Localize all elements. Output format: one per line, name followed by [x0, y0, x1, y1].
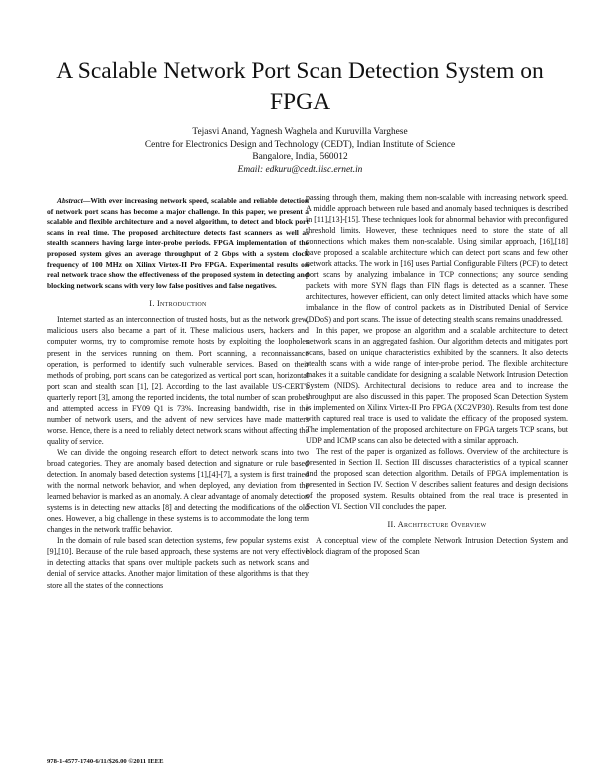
abstract — [47, 196, 309, 291]
intro-paragraph-2: We can divide the ongoing research effort to detect network scans into two broad categories. They are anomaly based detection and signature or rule based detection. In anomaly based detection systems [1],[4]-[7], a system is first trained with the normal network behavior, and when deployed, any deviation from the learned behavior is marked as an anomaly. A clear advantage of anomaly detection systems is in detecting new attacks [8] and detecting the modifications of the old ones. However, a big challenge in these systems is to accommodate the long term changes in the network traffic behavior. — [47, 447, 309, 535]
right-column — [306, 192, 568, 558]
abstract-text: —With ever increasing network speed, scalable and reliable detection of network port scans has become a major challenge. In this paper, we present a scalable and flexible architecture and a novel algorithm, to detect and block port scans in real time. The proposed architecture detects fast scanners as well as stealth scanners having large inter-probe periods. FPGA implementation of the proposed system gives an average throughput of 2 Gbps with a system clock frequency of 100 MHz on Xilinx Virtex-II Pro FPGA. Experimental results on real network trace show the effectiveness of the proposed system in detecting and blocking network scans with very low false positives and false negatives. — [47, 196, 309, 290]
title-line-1: A Scalable Network Port Scan Detection System on — [56, 58, 544, 84]
title-line-2: FPGA — [269, 89, 331, 115]
affiliation: Centre for Electronics Design and Technology (CEDT), Indian Institute of Science — [144, 139, 456, 150]
section-heading-introduction: I. Introduction — [149, 299, 207, 309]
right-paragraph-1: passing through them, making them non-scalable with increasing network speed. A middle approach between rule based and anomaly based techniques is described in [11],[13]-[15]. These techniques look for abnormal behavior with preconfigured threshold limits. However, these techniques need to store the state of all connections which makes them non-scalable. Using similar approach, [16],[18] have proposed a scalable architecture which can detect port scans and few other network attacks. The work in [16] uses Partial Configurable Filters (PCF) to detect port scans by analyzing imbalance in TCP connections; any source sending packets with more SYN flags than FIN flags is detected as a scanner. These architectures, however efficient, can only detect limited attacks which have some imbalance in the flow of control packets as in Distributed Denial of Service (DDoS) and port scans. The issue of detecting stealth scans remains unaddressed. — [306, 193, 568, 324]
paper-title — [20, 56, 580, 118]
author-names: Tejasvi Anand, Yagnesh Waghela and Kuruvilla Varghese — [192, 127, 408, 137]
right-paragraph-2: In this paper, we propose an algorithm and a scalable architecture to detect network scans in an aggregated fashion. Our algorithm detects and mitigates port scans, based on unique characteristics exhibited by the scanners. It also detects stealth scans with a wide range of inter-probe period. The flexible architecture makes it a suitable candidate for designing a scalable Network Intrusion Detection System (NIDS). Architectural decisions to reduce area and to increase the throughput are also discussed in this paper. The proposed Scan Detection System is implemented on Xilinx Virtex-II Pro FPGA (XC2VP30). Results from test done with captured real trace is used to validate the efficacy of the proposed system. The implementation of the proposed architecture on FPGA targets TCP scans, but UDP and ICMP scans can also be detected with a similar approach. — [306, 325, 568, 446]
section-heading-architecture: II. Architecture Overview — [387, 520, 487, 530]
copyright-footer: 978-1-4577-1740-6/11/$26.00 ©2011 IEEE — [47, 758, 164, 765]
abstract-label: Abstract — [57, 196, 83, 205]
email: Email: edkuru@cedt.iisc.ernet.in — [237, 164, 363, 175]
intro-paragraph-3: In the domain of rule based scan detection systems, few popular systems exist [9],[10]. Because of the rule based approach, these systems are not very effective in detecting attacks that spans over multiple packets such as network scans and denial of service attacks. Another major limitation of these algorithms is that they store all the states of the connections — [47, 536, 309, 590]
address: Bangalore, India, 560012 — [252, 152, 348, 163]
right-paragraph-4: A conceptual view of the complete Network Intrusion Detection System and block diagram of the proposed Scan — [306, 536, 568, 557]
right-paragraph-3: The rest of the paper is organized as follows. Overview of the architecture is presented in Section II. Section III discusses characteristics of a typical scanner and the proposed scan detection algorithm. Details of FPGA implementation is presented in Section IV. Section V describes salient features and design decisions of the proposed system. Results obtained from the real trace is presented in Section VI. Section VII concludes the paper. — [306, 447, 568, 512]
left-column — [47, 196, 309, 591]
author-block — [60, 126, 540, 176]
intro-paragraph-1: Internet started as an interconnection of trusted hosts, but as the network grew, malicious users also became a part of it. These malicious users, hackers and computer worms, try to compromise remote hosts by exploiting the loopholes present in the services running on them. Port scanning, a reconnaissance operation, is performed to identify such vulnerable services. Based on their methods of probing, port scans can be categorized as vertical port scan, horizontal port scan and stealth scan [1], [2]. According to the last available US-CERT's quarterly report [3], among the reported incidents, the total number of scan probes and attempted access in FY09 Q1 is 73%. Increasing bandwidth, rise in the number of network users, and the advent of new services have made matters worse. Hence, there is a need to reliably detect network scans without affecting the quality of service. — [47, 315, 309, 446]
